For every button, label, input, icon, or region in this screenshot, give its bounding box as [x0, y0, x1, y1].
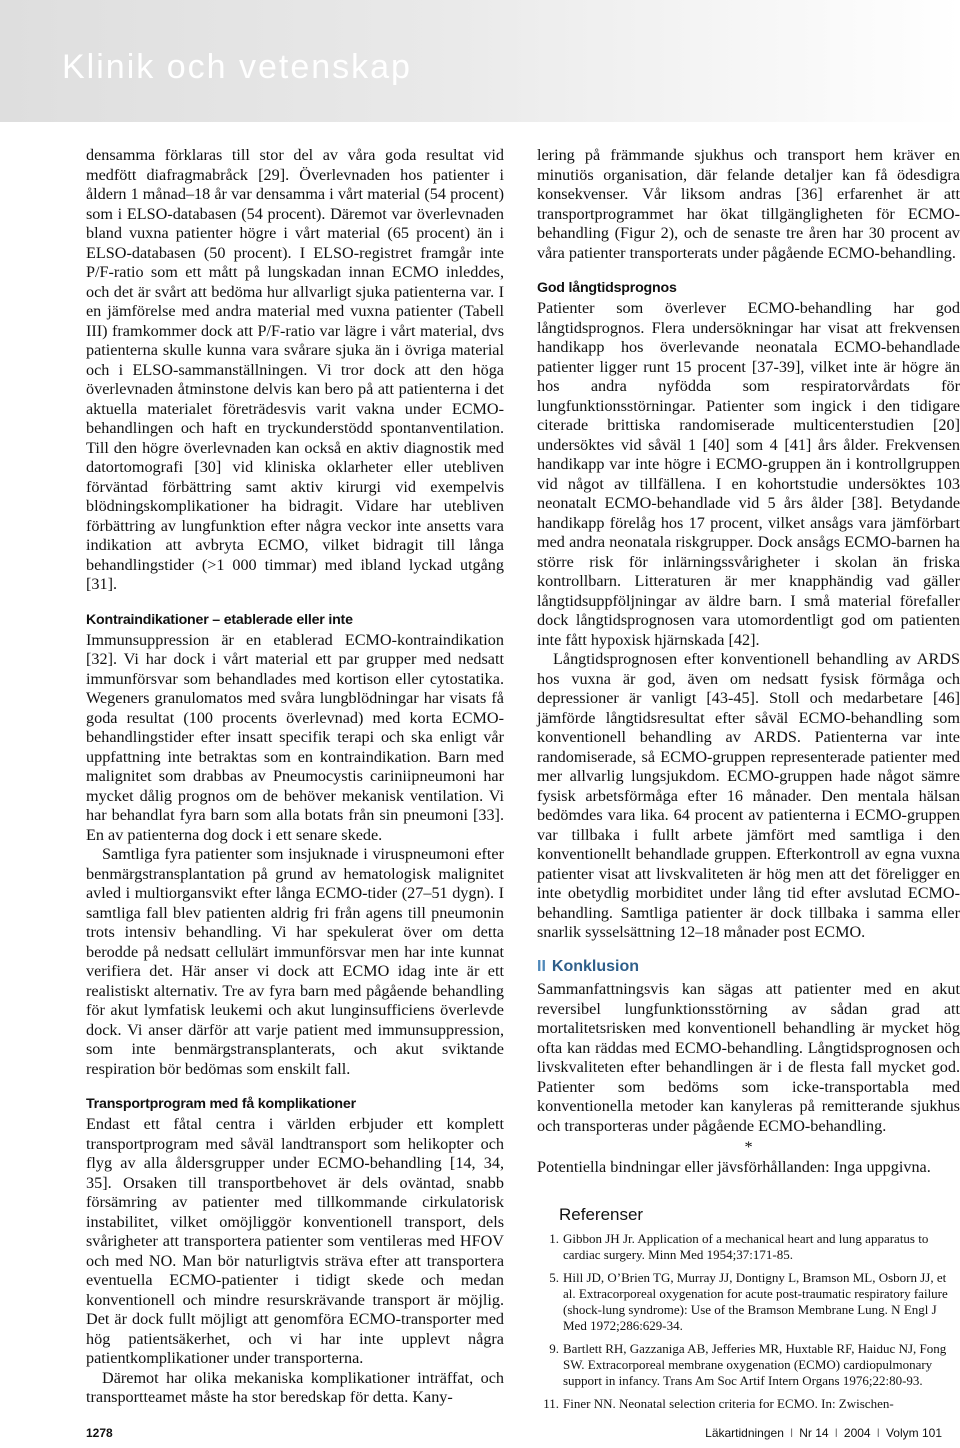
- paragraph: Immunsuppression är en etablerad ECMO-kontraindikation [32]. Vi har dock i vårt material ett par grupper med nedsatt immunförsvar som behandlades med kortison eller cytostatika. Wegeners granulomatos med svåra lungblödningar har visats få goda resultat (100 procents överlevnad) med korta ECMO-behandlingstider efter insatt specifik terapi och ska enligt vår uppfattning inte betraktas som en kontraindikation. Barn med malignitet som drabbas av Pneumocystis cariniipneumoni har mycket dålig prognos om de behöver mekanisk ventilation. Vi har behandlat fyra barn som alla botats från sin pneumoni [33]. En av patienterna dog dock i ett senare skede.: [86, 630, 504, 844]
- footer-separator: I: [834, 1426, 838, 1440]
- reference-number: 9.: [549, 1340, 559, 1356]
- reference-item: [537, 1231, 960, 1263]
- references-heading: Referenser: [559, 1205, 644, 1224]
- section-title: Klinik och vetenskap: [62, 48, 412, 86]
- footer-separator: I: [876, 1426, 880, 1440]
- right-column: [537, 146, 960, 1419]
- paragraph: Samtliga fyra patienter som insjuknade i viruspneumoni efter benmärgstransplantation på grund av hematologisk malignitet avled i multiorgansvikt efter långa ECMO-tider (27–51 dygn). I samtliga fall blev patienten aldrig fri från agens till pneumonin trots intensiv behandling. Vi har spekulerat över om detta berodde på nedsatt cellulärt immunförsvar men har inte kunnat verifiera det. Här anser vi dock att ECMO idag inte är ett realistiskt alternativ. Tre av fyra barn med pågående behandling för akut lymfatisk leukemi och akut lunginsufficiens överlevde dock. Vi anser därför att varje patient med immunsuppression, som inte benmärgstransplanterats, och akut sviktande respiration bör bedömas som enskilt fall.: [86, 845, 504, 1078]
- disclosure: Potentiella bindningar eller jävsförhållanden: Inga uppgivna.: [537, 1157, 931, 1176]
- paragraph: Patienter som överlever ECMO-behandling har god långtidsprognos. Flera undersökningar har visat att frekvensen handikapp hos överlevande neonatala ECMO-behandlade patienter ligger runt 15 procent [37-39], vilket inte är högre än hos andra nyfödda som respiratorvårdats för lungfunktionsstörningar. Patienter som ingick i den tidigare citerade brittiska randomiserade multicenterstudien [20] undersöktes vid såväl 1 [40] som 4 [41] års ålder. Frekvensen handikapp var inte högre i ECMO-gruppen än i kontrollgruppen vid något av tillfällena. I en kohortstudie undersöktes 103 neonatalt ECMO-behandlade vid 5 års ålder [38]. Betydande handikapp förelåg hos 17 procent, vilket ansågs vara jämförbart med andra neonatala riskgrupper. Dock ansågs ECMO-barnen ha större risk för inlärningssvårigheter i skolan än friska kontrollbarn. Litteraturen är mer knapphändig vad gäller långtidsuppföljningar av äldre barn. I små material förefaller dock långtidsprognosen vara utomordentligt god om patienten inte fått hypoxisk hjärnskada [42].: [537, 299, 960, 649]
- issue-number: Nr 14: [799, 1426, 829, 1440]
- separator-asterisk: *: [744, 1138, 753, 1156]
- reference-list: [537, 1231, 960, 1412]
- paragraph: Endast ett fåtal centra i världen erbjuder ett komplett transportprogram med såväl landtransport som helikopter och flyg av alla åldersgrupper under ECMO-behandling [14, 34, 35]. Orsaken till transportbehovet är dels oväntad, snabb försämring av patienter med tillkommande cirkulatorisk instabilitet, vilket omöjliggör konventionell transport, dels svårigheter att transportera patienter som ventileras med HFOV och med NO. Man bör naturligtvis sträva efter att transportera eventuella ECMO-patienter i tidigt skede och medan konventionell och mindre resurskrävande transport är möjlig. Det är dock fullt möjligt att genomföra ECMO-transporter med hög patientsäkerhet, och vi har inte upplevt några patientkomplikationer under transporterna.: [86, 1115, 504, 1367]
- issue-year: 2004: [843, 1426, 871, 1440]
- reference-text: Finer NN. Neonatal selection criteria for ECMO. In: Zwischen-: [563, 1395, 894, 1411]
- volume-number: Volym 101: [885, 1426, 942, 1440]
- header-bar: [0, 0, 960, 122]
- heading-contraindications: Kontraindikationer – etablerade eller inte: [86, 611, 353, 628]
- reference-number: 1.: [549, 1230, 559, 1246]
- reference-text: Hill JD, O’Brien TG, Murray JJ, Dontigny L, Bramson ML, Osborn JJ, et al. Extracorporeal oxygenation for acute post-traumatic respiratory failure (shock-lung syndrome): Use of the Bramson Membrane Lung. N Engl J Med 1972;286:629-34.: [563, 1269, 948, 1333]
- footer-separator: I: [789, 1426, 794, 1440]
- paragraph: Däremot har olika mekaniska komplikationer inträffat, och transportteamet måste ha stor beredskap för detta. Kany-: [86, 1368, 504, 1406]
- heading-prognosis: God långtidsprognos: [537, 280, 677, 296]
- section-marker-icon: II: [537, 957, 546, 975]
- heading-transport: Transportprogram med få komplikationer: [86, 1096, 356, 1112]
- journal-name: Läkartidningen: [705, 1426, 784, 1440]
- paragraph: densamma förklaras till stor del av våra goda resultat vid medfött diafragmabråck [29]. Överlevnaden hos patienter i åldern 1 månad–18 år var densamma i vårt material (54 procent) som i ELSO-databasen (54 procent). Däremot var överlevnaden bland vuxna patienter högre i vårt material (65 procent) än i ELSO-databasen (50 procent). I ELSO-registret framgår inte P/F-ratio som ett mått på lungskadan innan ECMO inleddes, och det är svårt att bedöma hur allvarligt sjuka patienterna var. I en jämförelse med andra material med vuxna patienter (Tabell III) framkommer dock att P/F-ratio var lägre i vårt material, dvs patienterna skulle kunna vara svårare sjuka än i övriga material och i ELSO-sammanställningen. Vi tror dock att den höga överlevnaden åtminstone delvis kan bero på att patienterna i det aktuella materialet företrädesvis varit vakna under ECMO-behandlingen och haft en tryckunderstödd spontanventilation. Till den högre överlevnaden kan också en aktiv diagnostik med datortomografi [30] vid kliniska oklarheter eller utebliven förväntad förbättring samt aktiv kirurgi vid exempelvis blödningskomplikationer ha bidragit. Vidare har utebliven förbättring av lungfunktion efter några veckor inte ansetts vara indikation att avbryta ECMO, vilket bidragit till långa behandlingstider (>1 000 timmar) med ibland lyckad utgång [31].: [86, 146, 504, 593]
- reference-number: 11.: [543, 1395, 559, 1411]
- left-column: [86, 146, 504, 1408]
- paragraph: Långtidsprognosen efter konventionell behandling av ARDS hos vuxna är god, även om nedsatt fysisk förmåga och depressioner är vanligt [43-45]. Stoll och medarbetare [46] jämförde långtidsresultat efter såväl ECMO-behandling som konventionell behandling av ARDS. Patienterna var inte randomiserade, så ECMO-gruppen representerade patienter med mer allvarlig lungsjukdom. ECMO-gruppen hade något sämre fysisk arbetsförmåga efter 16 månader. Den mentala hälsan bedömdes vara lika. 64 procent av patienterna i ECMO-gruppen var tillbaka i fullt arbete jämfört med samtliga i den konventionellt behandlade gruppen. Efterkontroll av egna vuxna patienter visat att livskvaliteten är hög men att det föreligger en inte obetydlig morbiditet under lång tid efter avslutad ECMO-behandling. Samtliga patienter är dock tillbaka i samma eller snarlik sysselsättning 12–18 månader post ECMO.: [537, 650, 960, 941]
- reference-text: Bartlett RH, Gazzaniga AB, Jefferies MR, Huxtable RF, Haiduc NJ, Fong SW. Extracorporeal membrane oxygenation (ECMO) cardiopulmonary support in infancy. Trans Am Soc Artif Intern Organs 1976;22:80-93.: [563, 1340, 947, 1388]
- journal-footer: [705, 1426, 942, 1440]
- paragraph: lering på främmande sjukhus och transport hem kräver en minutiös organisation, där felande detaljer kan få ödesdigra konsekvenser. Vår liksom andras [36] erfarenhet är att transportprogrammet har ökat tillgängligheten för ECMO-behandling (Figur 2), och de senaste tre åren har 30 procent av våra patienter transporterats under pågående ECMO-behandling.: [537, 146, 960, 262]
- reference-item: [537, 1270, 960, 1334]
- reference-item: [537, 1341, 960, 1389]
- reference-number: 5.: [549, 1269, 559, 1285]
- reference-text: Gibbon JH Jr. Application of a mechanical heart and lung apparatus to cardiac surgery. Minn Med 1954;37:171-85.: [563, 1230, 929, 1262]
- reference-item: [537, 1396, 960, 1412]
- page-number: 1278: [86, 1426, 113, 1440]
- paragraph: Sammanfattningsvis kan sägas att patienter med en akut reversibel lungfunktionsstörning av sådan grad att mortalitetsrisken med konventionell behandling är mycket hög ofta kan räddas med ECMO-behandling. Långtidsprognosen och livskvaliteten efter behandlingen är i de flesta fall mycket god. Patienter som bedöms som icke-transportabla med konventionella metoder kan kanyleras på remitterande sjukhus och transporteras under pågående ECMO-behandling.: [537, 980, 960, 1135]
- heading-conclusion: [537, 957, 960, 977]
- heading-conclusion-text: Konklusion: [551, 957, 639, 975]
